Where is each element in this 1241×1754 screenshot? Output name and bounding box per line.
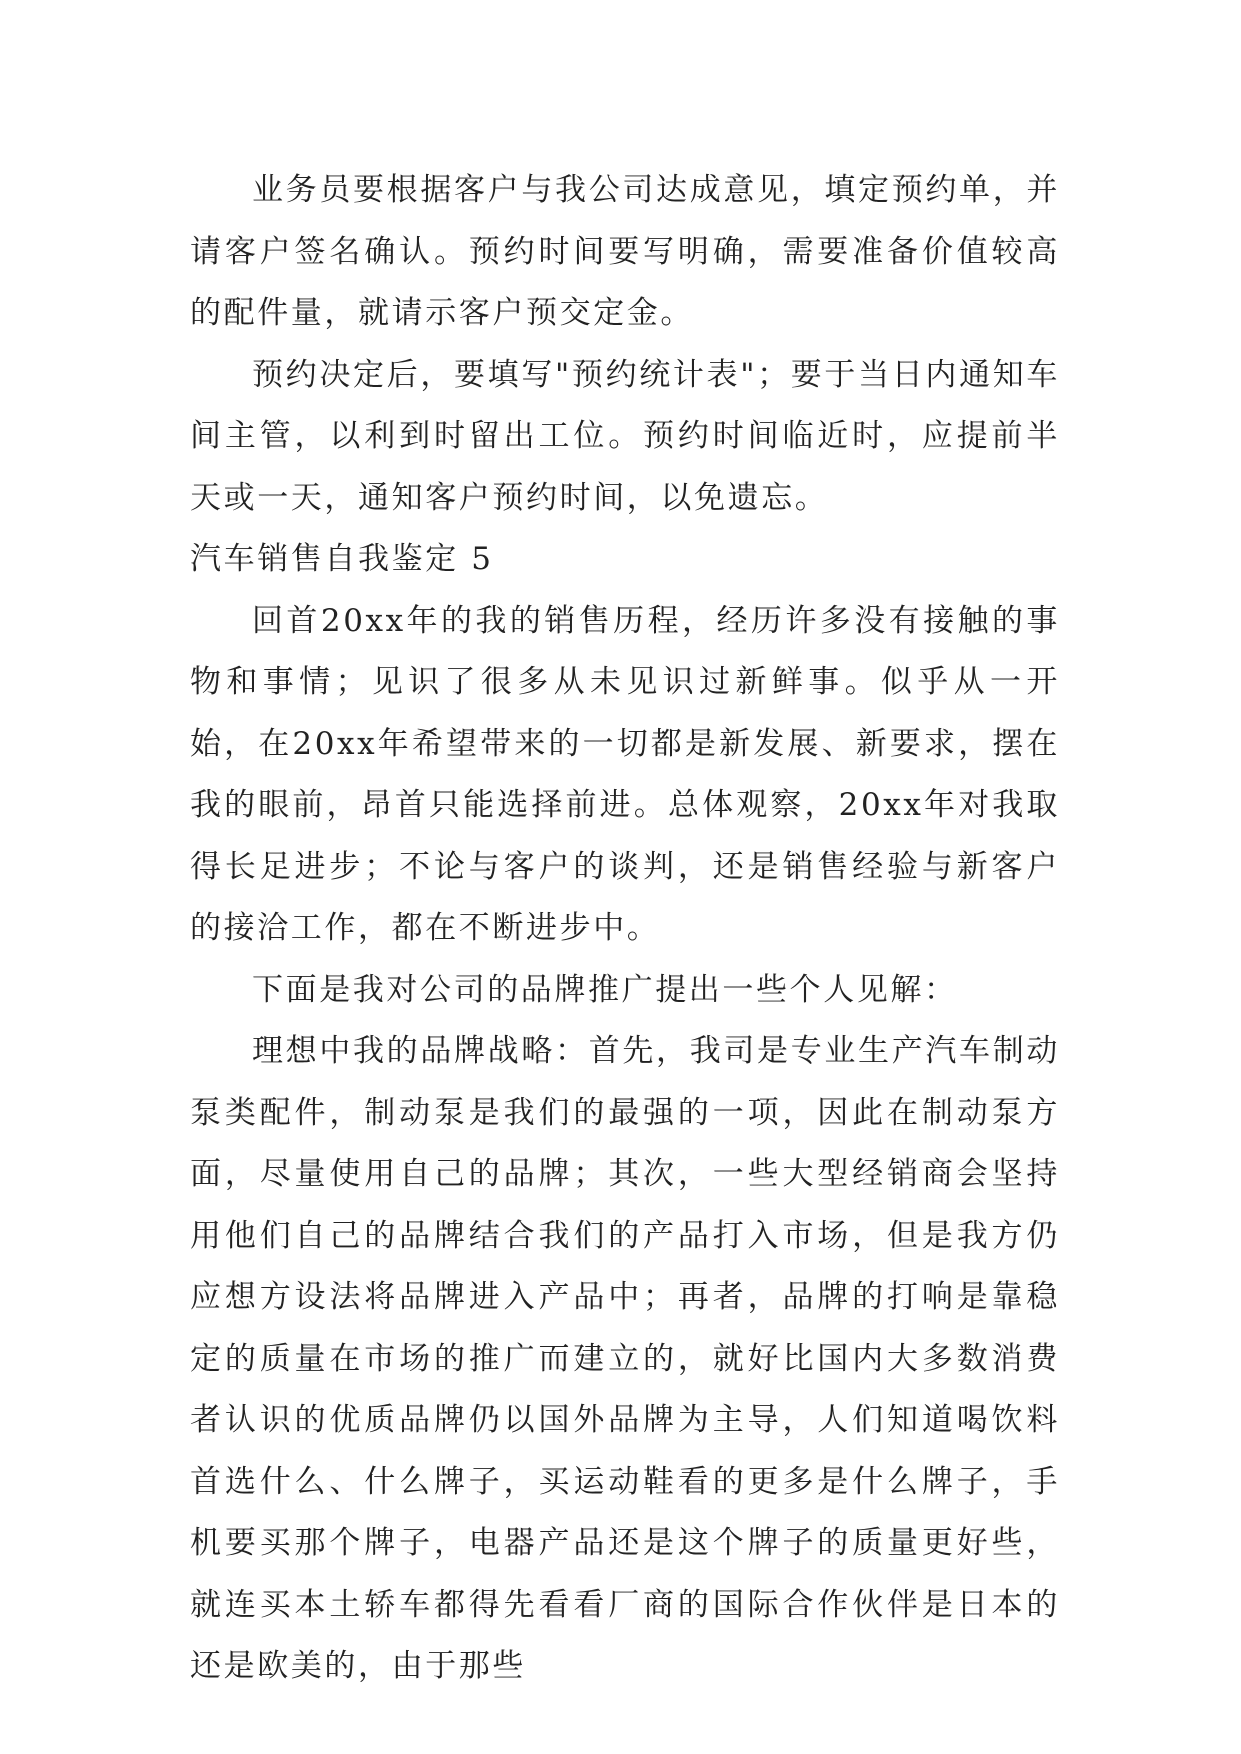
paragraph-appointment-stats: 预约决定后，要填写"预约统计表"；要于当日内通知车间主管，以利到时留出工位。预约时间临近时，应提前半天或一天，通知客户预约时间，以免遗忘。 — [190, 356, 1060, 516]
document-body — [190, 160, 1060, 1698]
paragraph-appointment-form: 业务员要根据客户与我公司达成意见，填定预约单，并请客户签名确认。预约时间要写明确，需要准备价值较高的配件量，就请示客户预交定金。 — [190, 172, 1060, 331]
section-title: 汽车销售自我鉴定 5 — [190, 541, 494, 577]
paragraph-sales-review: 回首20xx年的我的销售历程，经历许多没有接触的事物和事情；见识了很多从未见识过新鲜事。似乎从一开始，在20xx年希望带来的一切都是新发展、新要求，摆在我的眼前，昂首只能选择前进。总体观察，20xx年对我取得长足进步；不论与客户的谈判，还是销售经验与新客户的接洽工作，都在不断进步中。 — [190, 602, 1060, 946]
paragraph-brand-intro: 下面是我对公司的品牌推广提出一些个人见解： — [252, 971, 958, 1008]
paragraph-brand-strategy: 理想中我的品牌战略：首先，我司是专业生产汽车制动泵类配件，制动泵是我们的最强的一项，因此在制动泵方面，尽量使用自己的品牌；其次，一些大型经销商会坚持用他们自己的品牌结合我们的产品打入市场，但是我方仍应想方设法将品牌进入产品中；再者，品牌的打响是靠稳定的质量在市场的推广而建立的，就好比国内大多数消费者认识的优质品牌仍以国外品牌为主导，人们知道喝饮料首选什么、什么牌子，买运动鞋看的更多是什么牌子，手机要买那个牌子，电器产品还是这个牌子的质量更好些，就连买本土轿车都得先看看厂商的国际合作伙伴是日本的还是欧美的，由于那些 — [190, 1033, 1060, 1684]
